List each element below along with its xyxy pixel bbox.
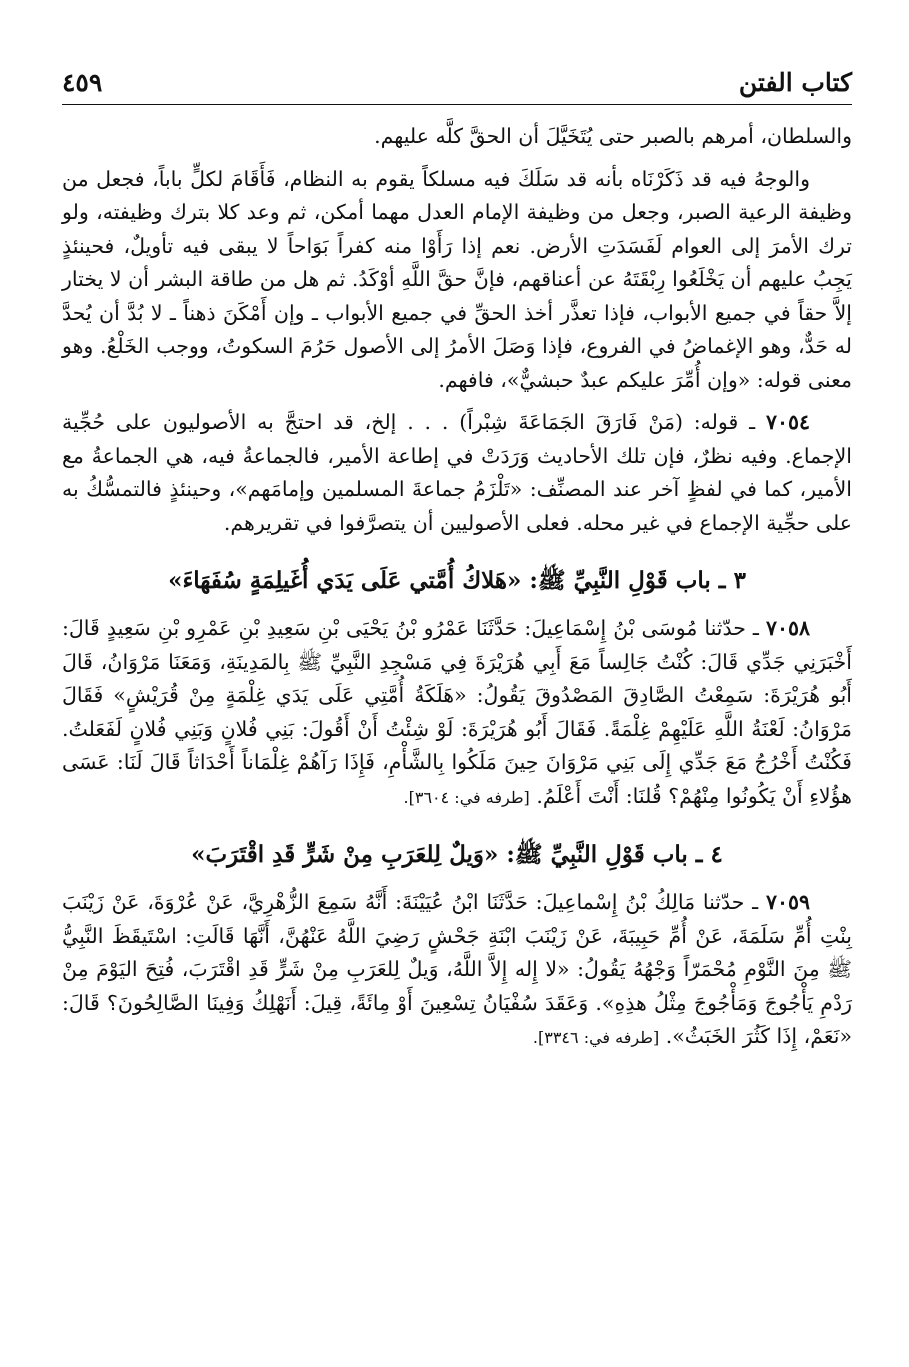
commentary-number: ٧٠٥٤ <box>765 410 810 434</box>
commentary-paragraph-numbered <box>62 406 852 540</box>
page-header <box>62 68 852 108</box>
hadith-number: ٧٠٥٨ <box>765 616 810 640</box>
commentary-paragraph: والوجهُ فيه قد ذَكَرْنَاه بأنه قد سَلَكَ فيه مسلكاً يقوم به النظام، فَأَقَامَ لكلٍّ باباً، فجعل من وظيفة الرعية الصبر، وجعل من وظيفة الإمام العدل مهما أمكن، ثم وعد كلا بترك وظيفته، ولو ترك الأمرَ إلى العوام لَفَسَدَتِ الأرض. نعم إذا رَأَوْا منه كفراً بَوَاحاً لا يبقى فيه تأويلٌ، فحينئذٍ يَجِبُ عليهم أن يَخْلَعُوا رِبْقَتَهُ عن أعناقهم، فإنَّ حقَّ اللَّهِ أوْكَدُ. ثم هل من طاقة البشر أن لا يختار إلاَّ حقاً في جميع الأبواب، فإذا تعذَّر أخذ الحقِّ في جميع الأبواب ـ وإن أَمْكَنَ ذهناً ـ لا بُدَّ أن يُحدَّ له حَدٌّ، وهو الإغماضُ في الفروع، فإذا وَصَلَ الأمرُ إلى الأصول حَرُمَ السكوتُ، ووجب الخَلْعُ. وهو معنى قوله: «وإن أُمِّرَ عليكم عبدٌ حبشيٌّ»، فافهم. <box>62 166 852 392</box>
intro-line: والسلطان، أمرهم بالصبر حتى يُتَخَيَّلَ أن الحقَّ كلَّه عليهم. <box>374 124 852 148</box>
hadith-paragraph <box>62 886 852 1055</box>
book-page <box>62 58 852 1348</box>
header-divider <box>62 104 852 105</box>
hadith-paragraph <box>62 612 852 814</box>
hadith-reference: [طرفه في: ٣٦٠٤]. <box>403 787 530 807</box>
commentary-text: ـ قوله: (مَنْ فَارَقَ الجَمَاعَةَ شِبْراً) . . . إلخ، قد احتجَّ به الأصوليون على حُجِّية الإجماع. وفيه نظرٌ، فإن تلك الأحاديث وَرَدَتْ في إطاعة الأمير، فالجماعةُ فيه، هي الجماعةُ مع الأمير، كما في لفظٍ آخر عند المصنِّف: «تَلْزَمُ جماعةَ المسلمين وإمامَهم»، وحينئذٍ فالتمسُّكُ به على حجِّية الإجماع في غير محله. فعلى الأصوليين أن يتصرَّفوا في تقريرهم. <box>62 410 852 535</box>
page-body <box>62 120 852 1055</box>
hadith-text: ـ حدّثنا مَالِكُ بْنُ إِسْماعِيلَ: حَدَّثَنَا ابْنُ عُيَيْنَةَ: أَنَّهُ سَمِعَ الزُّهْرِيَّ، عَنْ عُرْوَةَ، عَنْ زَيْنَبَ بِنْتِ أُمِّ سَلَمَةَ، عَنْ أُمِّ حَبِيبَةَ، عَنْ زَيْنَبَ ابْنَةِ جَحْشٍ رَضِيَ اللَّهُ عَنْهُنَّ، أَنَّهَا قَالَتِ: اسْتَيقَظَ النَّبِيُّ ﷺ مِنَ النَّوْمِ مُحْمَرّاً وَجْهُهُ يَقُولُ: «لا إِله إِلاَّ اللَّهُ، وَيلٌ لِلعَرَبِ مِنْ شَرٍّ قَدِ اقْتَرَبَ، فُتِحَ اليَوْمَ مِنْ رَدْمِ يَأْجُوجَ وَمَأْجُوجَ مِثْلُ هذِهِ». وَعَقَدَ سُفْيَانُ تِسْعِينَ أَوْ مِائَةً، قِيلَ: أَنَهْلِكُ وَفِينَا الصَّالِحُونَ؟ قَالَ: «نَعَمْ، إِذَا كَثُرَ الخَبَثُ». <box>62 890 852 1048</box>
chapter-heading: ٣ ـ باب قَوْلِ النَّبِيِّ ﷺ: «هَلاكُ أُمَّتي عَلَى يَدَي أُغَيلِمَةٍ سُفَهَاءَ» <box>168 567 746 594</box>
hadith-text: ـ حدّثنا مُوسَى بْنُ إِسْمَاعِيلَ: حَدَّثَنَا عَمْرُو بْنُ يَحْيَى بْنِ سَعِيدِ بْنِ عَمْرِو بْنِ سَعِيدٍ قَالَ: أَخْبَرَنِي جَدِّي قَالَ: كُنْتُ جَالِساً مَعَ أَبِي هُرَيْرَةَ فِي مَسْجِدِ النَّبِيِّ ﷺ بِالمَدِينَةِ، وَمَعَنَا مَرْوَانُ، قَالَ أَبُو هُرَيْرَةَ: سَمِعْتُ الصَّادِقَ المَصْدُوقَ يَقُولُ: «هَلَكَةُ أُمَّتِي عَلَى يَدَي غِلْمَةٍ مِنْ قُرَيْشٍ» فَقَالَ مَرْوَانُ: لَعْنَةُ اللَّهِ عَلَيْهِمْ غِلْمَةً. فَقَالَ أَبُو هُرَيْرَةَ: لَوْ شِئْتُ أَنْ أَقُولَ: بَنِي فُلانٍ وَبَنِي فُلانٍ لَفَعَلتُ. فَكُنْتُ أَخْرُجُ مَعَ جَدِّي إِلَى بَنِي مَرْوَانَ حِينَ مَلَكُوا بِالشَّأْمِ، فَإِذَا رَآهُمْ غِلْمَاناً أَحْدَاثاً قَالَ لَنَا: عَسَى هؤُلاءِ أَنْ يَكُونُوا مِنْهُمْ؟ قُلنَا: أَنْتَ أَعْلَمُ. <box>62 616 852 808</box>
book-title: كتاب الفتن <box>738 68 852 97</box>
page-number: ٤٥٩ <box>62 68 103 97</box>
hadith-number: ٧٠٥٩ <box>765 890 810 914</box>
hadith-reference: [طرفه في: ٣٣٤٦]. <box>532 1028 660 1047</box>
chapter-heading: ٤ ـ باب قَوْلِ النَّبِيِّ ﷺ: «وَيلٌ لِلعَرَبِ مِنْ شَرٍّ قَدِ اقْتَرَبَ» <box>191 841 723 868</box>
